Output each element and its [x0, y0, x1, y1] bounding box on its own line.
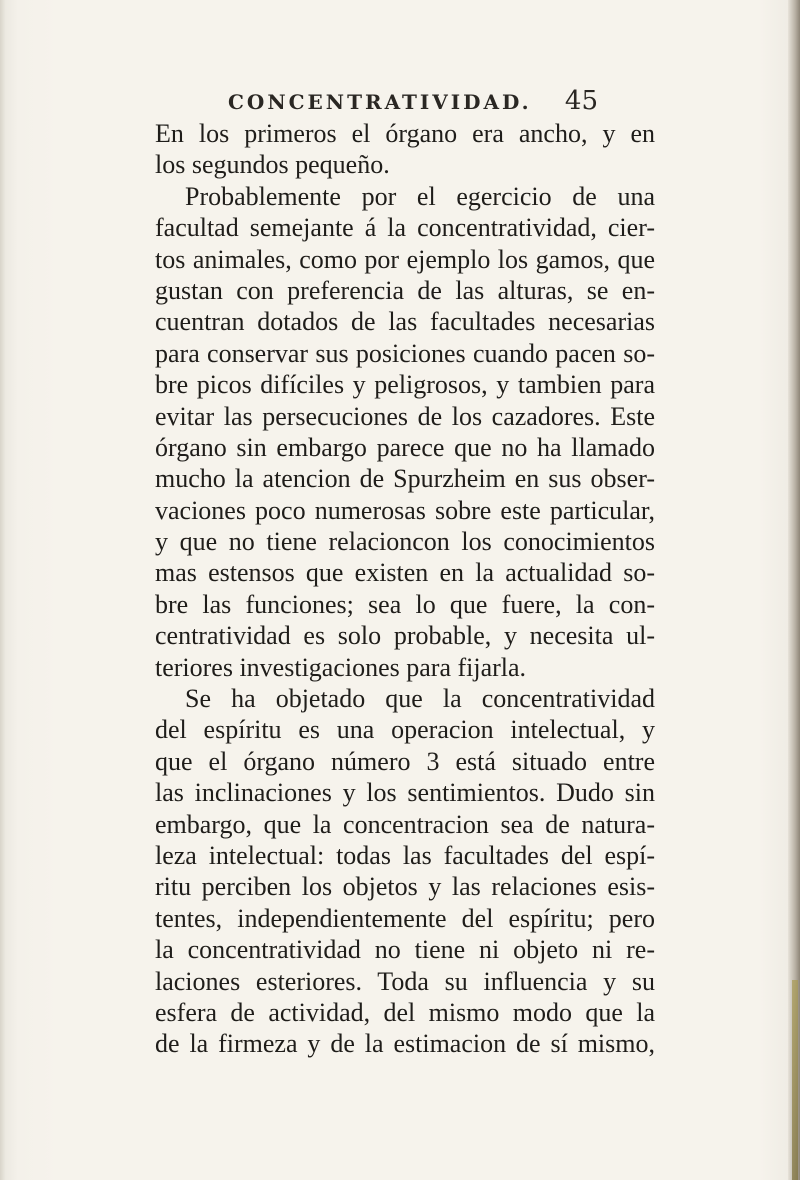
running-head: CONCENTRATIVIDAD. [228, 90, 532, 114]
text-line: laciones esteriores. Toda su influencia y su [155, 966, 655, 996]
text-line: para conservar sus posiciones cuando pacen so- [155, 338, 655, 368]
page-number: 45 [564, 86, 598, 116]
text-line: tos animales, como por ejemplo los gamos, que [155, 244, 655, 274]
text-line: leza intelectual: todas las facultades del espí- [155, 840, 655, 870]
text-line: Se ha objetado que la concentratividad [185, 684, 655, 714]
text-line: teriores investigaciones para fijarla. [155, 652, 527, 682]
text-line: gustan con preferencia de las alturas, se en- [155, 275, 655, 305]
text-line: facultad semejante á la concentratividad, cier- [155, 213, 655, 243]
page-header [228, 86, 598, 118]
text-line: evitar las persecuciones de los cazadores. Este [155, 401, 655, 431]
text-line: vaciones poco numerosas sobre este particular, [155, 495, 655, 525]
text-line: de la firmeza y de la estimacion de sí mismo, [155, 1029, 655, 1059]
text-line: del espíritu es una operacion intelectual, y [155, 715, 655, 745]
text-line: mas estensos que existen en la actualidad so- [155, 558, 655, 588]
text-line: cuentran dotados de las facultades necesarias [155, 307, 655, 337]
text-line: En los primeros el órgano era ancho, y en [155, 119, 655, 148]
text-line: centratividad es solo probable, y necesita ul- [155, 621, 655, 651]
text-line: bre picos difíciles y peligrosos, y tambien para [155, 370, 655, 400]
text-line: ritu perciben los objetos y las relaciones esis- [155, 872, 655, 902]
text-line: mucho la atencion de Spurzheim en sus obser- [155, 464, 655, 494]
text-line: bre las funciones; sea lo que fuere, la con- [155, 589, 655, 619]
text-line: tentes, independientemente del espíritu; pero [155, 903, 655, 933]
text-line: la concentratividad no tiene ni objeto ni re- [155, 935, 655, 965]
text-line: órgano sin embargo parece que no ha llamado [155, 432, 655, 462]
text-line: embargo, que la concentracion sea de natura- [155, 809, 655, 839]
page-left-edge [0, 0, 6, 1180]
text-line: esfera de actividad, del mismo modo que la [155, 997, 655, 1027]
text-line: las inclinaciones y los sentimientos. Dudo sin [155, 778, 655, 808]
text-line: que el órgano número 3 está situado entre [155, 746, 655, 776]
binding-edge [792, 980, 798, 1180]
text-line: los segundos pequeño. [155, 150, 390, 180]
text-line: y que no tiene relacioncon los conocimientos [155, 527, 655, 557]
body-text [155, 118, 655, 1060]
text-line: Probablemente por el egercicio de una [185, 181, 655, 211]
